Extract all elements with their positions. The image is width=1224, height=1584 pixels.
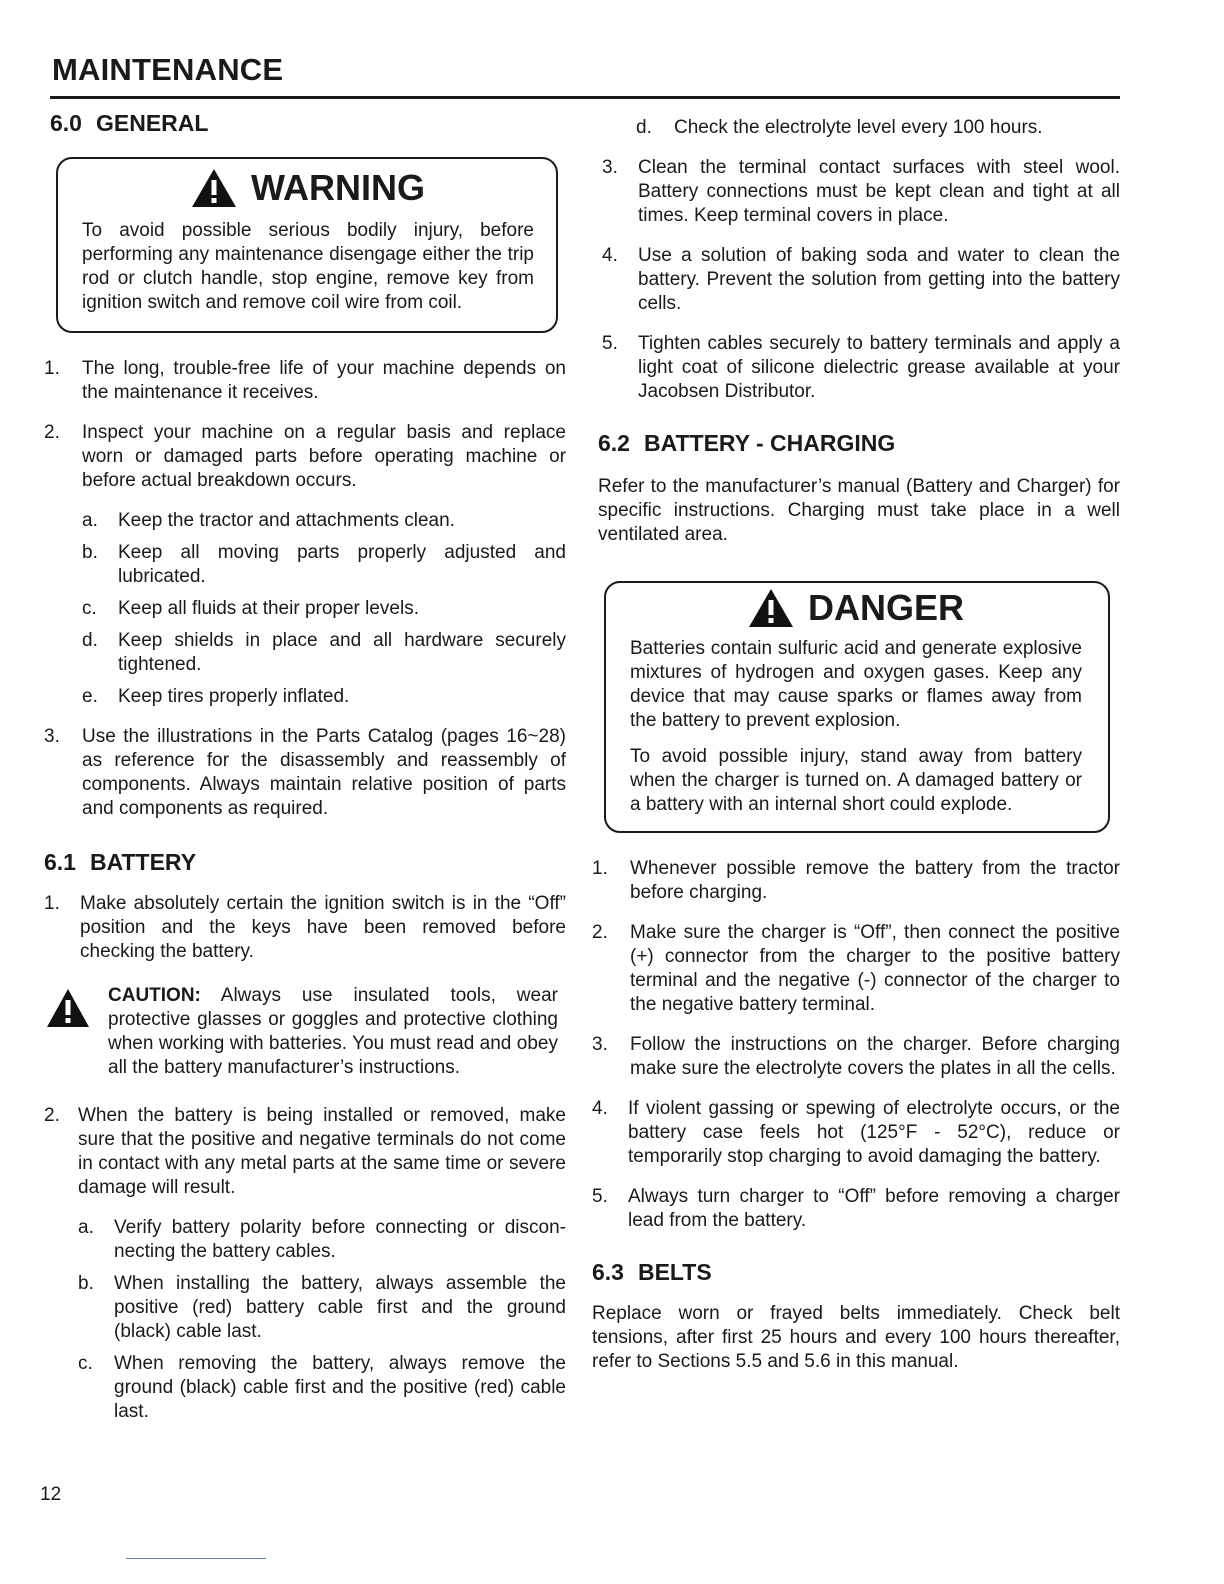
sub-list-letter: d. bbox=[82, 630, 98, 651]
list-number: 1. bbox=[44, 893, 60, 914]
danger-triangle-icon bbox=[748, 588, 794, 628]
sub-list-letter: c. bbox=[82, 598, 97, 619]
caution-triangle-icon bbox=[46, 988, 90, 1028]
warning-text: To avoid possible serious bodily injury, before performing any maintenance disengage either the trip rod or clutch handle, stop engine, remove key from ignition switch and remove coil wire from coil. bbox=[82, 220, 534, 313]
list-item bbox=[602, 156, 1120, 228]
list-text: Clean the terminal contact surfaces with steel wool. Battery connections must be kept clean and tight at all times. Keep terminal covers in place. bbox=[638, 157, 1120, 226]
section-number: 6.1 bbox=[44, 849, 76, 875]
section-6-3-heading bbox=[592, 1259, 1120, 1286]
list-number: 1. bbox=[44, 358, 60, 379]
list-item bbox=[602, 332, 1120, 404]
list-text: Use a solution of baking soda and water to clean the battery. Prevent the solution from getting into the battery cells. bbox=[638, 245, 1120, 314]
section-6-1-heading bbox=[44, 849, 566, 876]
warning-box bbox=[56, 157, 558, 333]
sub-list-letter: a. bbox=[82, 510, 98, 531]
sub-list-item bbox=[82, 509, 566, 533]
list-text: Follow the instructions on the charger. Before charging make sure the electrolyte covers the plates in all the cells. bbox=[630, 1034, 1120, 1079]
sub-list-text: Verify battery polarity before connecting or discon-necting the battery cables. bbox=[114, 1217, 566, 1262]
bottom-divider bbox=[126, 1558, 266, 1559]
list-text: Inspect your machine on a regular basis and replace worn or damaged parts before operating machine or before actual breakdown occurs. bbox=[82, 422, 566, 491]
sub-list-letter: c. bbox=[78, 1353, 93, 1374]
page-number: 12 bbox=[40, 1484, 62, 1505]
sub-list-item bbox=[78, 1272, 566, 1344]
list-item bbox=[44, 725, 566, 821]
sub-list-text: Keep all moving parts properly adjusted and lubricated. bbox=[118, 542, 566, 587]
sub-list-item bbox=[78, 1352, 566, 1424]
list-item bbox=[44, 357, 566, 405]
danger-title-text: DANGER bbox=[807, 587, 964, 628]
sub-list-text: When removing the battery, always remove the ground (black) cable first and the positive (red) cable last. bbox=[114, 1353, 566, 1422]
list-text: Always turn charger to “Off” before removing a charger lead from the battery. bbox=[628, 1186, 1120, 1231]
caution-note bbox=[44, 984, 566, 1080]
sub-list-text: Keep shields in place and all hardware securely tightened. bbox=[118, 630, 566, 675]
list-item bbox=[592, 1097, 1120, 1169]
caution-text: Always use insulated tools, wear protective glasses or goggles and protective clothing when working with batteries. You must read and obey all the battery manufacturer’s instructions. bbox=[108, 985, 558, 1078]
list-text: Make absolutely certain the ignition switch is in the “Off” position and the keys have been removed before checking the battery. bbox=[80, 893, 566, 962]
sub-list-item bbox=[82, 541, 566, 589]
sub-list-text: Check the electrolyte level every 100 hours. bbox=[674, 117, 1043, 138]
caution-paragraph bbox=[108, 984, 558, 1080]
list-item bbox=[592, 1033, 1120, 1081]
danger-box bbox=[604, 581, 1110, 833]
list-number: 5. bbox=[592, 1186, 608, 1207]
list-text: Make sure the charger is “Off”, then connect the positive (+) connector from the charger to the positive battery terminal and the negative (-) connector of the charger to the negative battery terminal. bbox=[630, 922, 1120, 1015]
list-number: 4. bbox=[592, 1098, 608, 1119]
sub-list-item bbox=[82, 685, 566, 709]
list-text: Whenever possible remove the battery from the tractor before charging. bbox=[630, 858, 1120, 903]
list-number: 3. bbox=[592, 1034, 608, 1055]
sub-list-text: Keep the tractor and attachments clean. bbox=[118, 510, 455, 531]
left-column bbox=[44, 110, 566, 1424]
list-item bbox=[592, 921, 1120, 1017]
list-number: 2. bbox=[592, 922, 608, 943]
list-text: Use the illustrations in the Parts Catalog (pages 16~28) as reference for the disassembly and reassembly of components. Always maintain relative position of parts and components as required. bbox=[82, 726, 566, 819]
title-rule bbox=[50, 96, 1120, 99]
sub-list-letter: b. bbox=[78, 1273, 94, 1294]
sub-list-letter: d. bbox=[636, 117, 652, 138]
list-item bbox=[602, 244, 1120, 316]
warning-triangle-icon bbox=[191, 168, 237, 208]
section-number: 6.3 bbox=[592, 1259, 624, 1285]
section-number: 6.0 bbox=[50, 110, 82, 136]
list-item bbox=[44, 1104, 566, 1200]
caution-label: CAUTION: bbox=[108, 985, 201, 1006]
list-number: 4. bbox=[602, 245, 618, 266]
list-number: 2. bbox=[44, 1105, 60, 1126]
sub-list-item bbox=[82, 629, 566, 677]
warning-title bbox=[82, 167, 534, 209]
sub-list-text: Keep all fluids at their proper levels. bbox=[118, 598, 419, 619]
list-text: When the battery is being installed or removed, make sure that the positive and negative terminals do not come in contact with any metal parts at the same time or severe damage will result. bbox=[78, 1105, 566, 1198]
section-title: BELTS bbox=[637, 1259, 712, 1285]
sub-list-letter: b. bbox=[82, 542, 98, 563]
list-text: Tighten cables securely to battery terminals and apply a light coat of silicone dielectric grease available at your Jacobsen Distributor. bbox=[638, 333, 1120, 402]
list-number: 3. bbox=[602, 157, 618, 178]
section-title: BATTERY bbox=[89, 849, 197, 875]
page-title: MAINTENANCE bbox=[52, 52, 284, 87]
section-6-0-heading bbox=[50, 110, 566, 137]
sub-list-letter: e. bbox=[82, 686, 98, 707]
list-item bbox=[44, 421, 566, 493]
list-item bbox=[592, 857, 1120, 905]
right-column bbox=[592, 110, 1120, 1374]
danger-title bbox=[630, 587, 1082, 629]
list-item bbox=[44, 892, 566, 964]
sub-list-text: Keep tires properly inflated. bbox=[118, 686, 350, 707]
section-title: BATTERY - CHARGING bbox=[643, 430, 896, 456]
section-title: GENERAL bbox=[95, 110, 209, 136]
sub-list-item bbox=[78, 1216, 566, 1264]
sub-list-letter: a. bbox=[78, 1217, 94, 1238]
danger-paragraph-1: Batteries contain sulfuric acid and generate explosive mixtures of hydrogen and oxygen gases. Keep any device that may cause sparks or flames away from the battery to prevent explosion. bbox=[630, 638, 1082, 731]
belts-text: Replace worn or frayed belts immediately. Check belt tensions, after first 25 hours and every 100 hours thereafter, refer to Sections 5.5 and 5.6 in this manual. bbox=[592, 1303, 1120, 1372]
sub-list-item bbox=[636, 116, 1120, 140]
list-text: The long, trouble-free life of your machine depends on the maintenance it receives. bbox=[82, 358, 566, 403]
section-6-2-heading bbox=[598, 430, 1120, 457]
list-item bbox=[592, 1185, 1120, 1233]
sub-list-item bbox=[82, 597, 566, 621]
warning-title-text: WARNING bbox=[251, 167, 425, 208]
charging-intro: Refer to the manufacturer’s manual (Battery and Charger) for specific instructions. Charging must take place in a well ventilated area. bbox=[598, 476, 1120, 545]
list-number: 2. bbox=[44, 422, 60, 443]
danger-paragraph-2: To avoid possible injury, stand away from battery when the charger is turned on. A damaged battery or a battery with an internal short could explode. bbox=[630, 746, 1082, 815]
list-text: If violent gassing or spewing of electrolyte occurs, or the battery case feels hot (125°F - 52°C), reduce or temporarily stop charging to avoid damaging the battery. bbox=[628, 1098, 1120, 1167]
list-number: 5. bbox=[602, 333, 618, 354]
sub-list-text: When installing the battery, always assemble the positive (red) battery cable first and the ground (black) cable last. bbox=[114, 1273, 566, 1342]
section-number: 6.2 bbox=[598, 430, 630, 456]
list-number: 3. bbox=[44, 726, 60, 747]
list-number: 1. bbox=[592, 858, 608, 879]
